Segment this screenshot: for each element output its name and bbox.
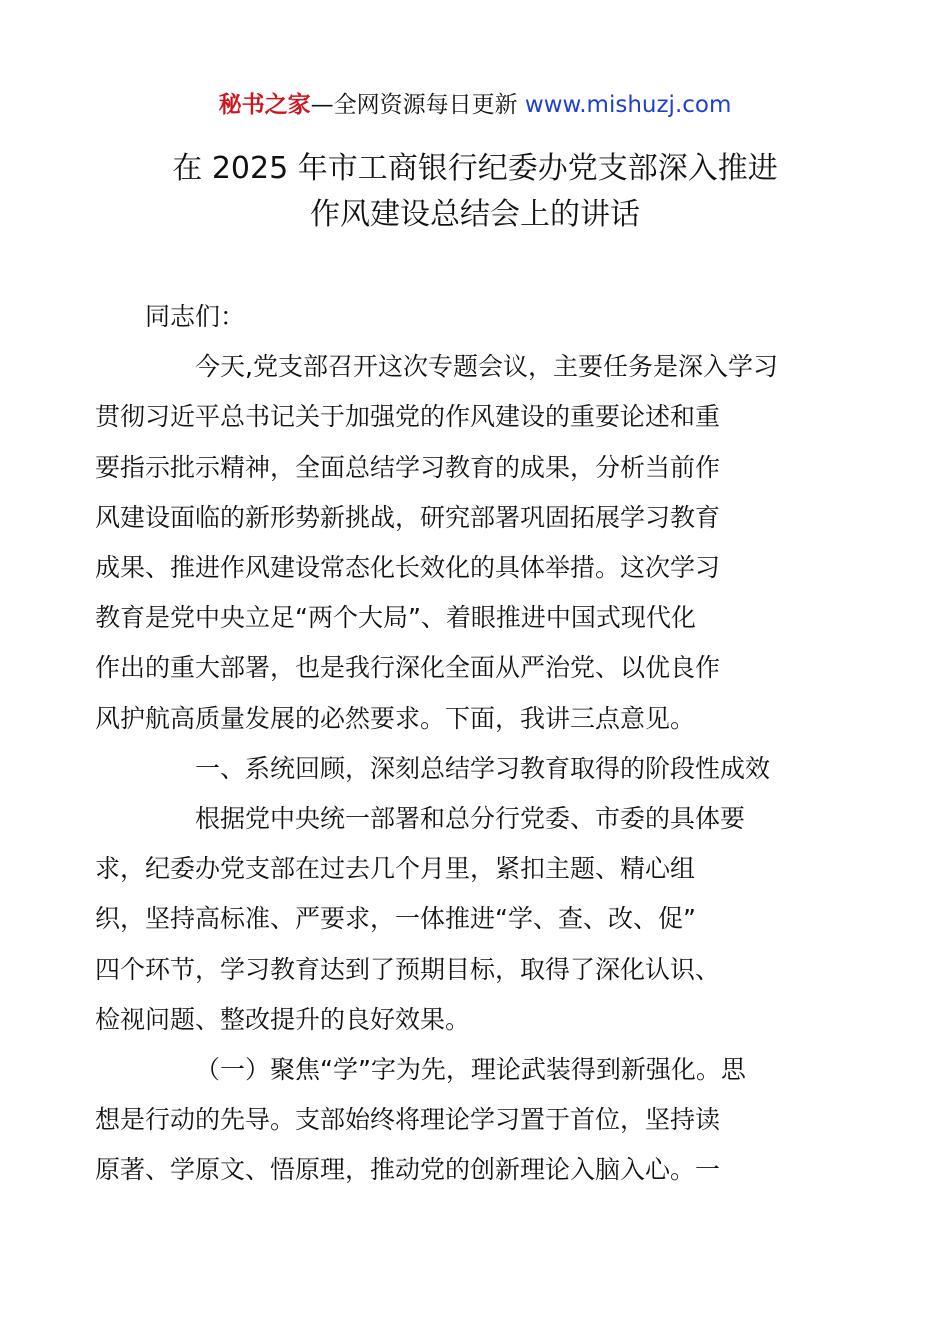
paragraph-summary [95,794,807,1045]
title-line-2: 作风建设总结会上的讲话 [310,197,640,232]
brand-name: 秘书之家 [218,92,311,118]
text-line: 根据党中央统一部署和总分行党委、市委的具体要 [195,804,746,834]
text-line: 成果、推进作风建设常态化长效化的具体举措。这次学习 [95,553,721,583]
section-heading-1: 一、系统回顾，深刻总结学习教育取得的阶段性成效 [195,753,771,783]
text-line: 今天,党支部召开这次专题会议，主要任务是深入学习 [195,352,778,382]
text-line: 原著、学原文、悟原理，推动党的创新理论入脑入心。一 [95,1155,721,1185]
title-line-1: 在 2025 年市工商银行纪委办党支部深入推进 [172,151,778,186]
salutation: 同志们： [145,302,246,331]
text-line: 要指示批示精神，全面总结学习教育的成果，分析当前作 [95,452,721,482]
header-tagline: —全网资源每日更新 [310,92,525,118]
site-url-link[interactable]: www.mishuzj.com [524,92,732,118]
text-line: （一）聚焦“学”字为先，理论武装得到新强化。思 [195,1055,746,1085]
text-line: 作出的重大部署，也是我行深化全面从严治党、以优良作 [95,653,721,683]
text-line: 风护航高质量发展的必然要求。下面，我讲三点意见。 [95,703,696,733]
document-title [0,146,950,238]
text-line: 求，纪委办党支部在过去几个月里，紧扣主题、精心组 [95,854,696,884]
text-line: 贯彻习近平总书记关于加强党的作风建设的重要论述和重 [95,402,721,432]
text-line: 检视问题、整改提升的良好效果。 [95,1004,471,1034]
document-body [95,292,807,1196]
text-line: 四个环节，学习教育达到了预期目标，取得了深化认识、 [95,954,721,984]
text-line: 教育是党中央立足“两个大局”、着眼推进中国式现代化 [95,603,696,633]
header-banner [0,88,950,122]
text-line: 织，坚持高标准、严要求，一体推进“学、查、改、促” [95,904,696,934]
text-line: 风建设面临的新形势新挑战，研究部署巩固拓展学习教育 [95,502,721,532]
paragraph-intro [95,342,807,744]
text-line: 想是行动的先导。支部始终将理论学习置于首位，坚持读 [95,1105,721,1135]
paragraph-study [95,1045,807,1196]
